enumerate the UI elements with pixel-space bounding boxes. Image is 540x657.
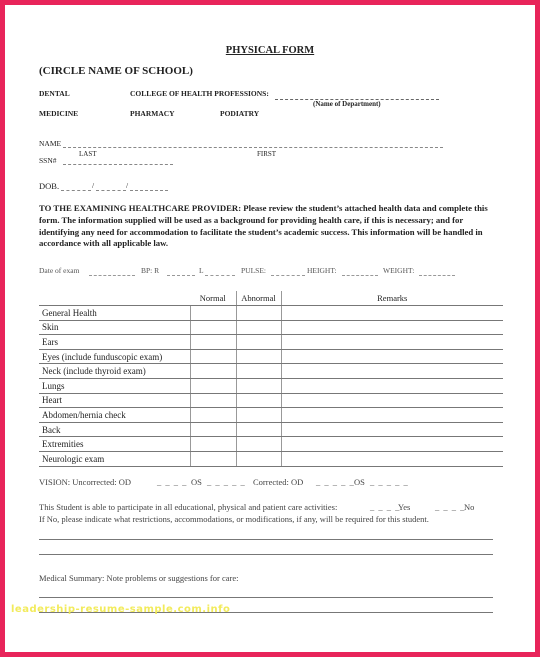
vision-corrected-label: Corrected: OD: [253, 477, 304, 487]
watermark: leadership-resume-sample.com.info: [11, 604, 231, 615]
abnormal-cell[interactable]: [236, 378, 281, 393]
physical-form-page: [5, 5, 535, 652]
abnormal-cell[interactable]: [236, 422, 281, 437]
participation-yes-field[interactable]: _ _ _ _: [370, 502, 401, 512]
dob-month-field[interactable]: [61, 190, 91, 191]
vision-uncorrected-od-field[interactable]: _ _ _ _: [157, 477, 188, 487]
restrictions-line[interactable]: [39, 539, 493, 540]
date-of-exam-label: Date of exam: [39, 266, 80, 275]
vision-corrected-od-field[interactable]: _ _ _ _ _: [316, 477, 355, 487]
participation-yes-label: Yes: [398, 502, 411, 512]
dob-year-field[interactable]: [130, 190, 168, 191]
table-row: [39, 422, 503, 437]
normal-cell[interactable]: [190, 349, 236, 364]
date-of-exam-field[interactable]: [89, 275, 135, 276]
vision-label: VISION: Uncorrected: OD: [39, 477, 132, 487]
table-row: [39, 364, 503, 379]
circle-school-heading: (CIRCLE NAME OF SCHOOL): [39, 65, 193, 77]
weight-label: WEIGHT:: [383, 266, 415, 275]
participation-no-label: No: [464, 502, 475, 512]
abnormal-cell[interactable]: [236, 349, 281, 364]
name-field[interactable]: [63, 147, 443, 148]
normal-cell[interactable]: [190, 306, 236, 321]
pulse-label: PULSE:: [241, 266, 267, 275]
row-label: Lungs: [39, 378, 190, 393]
header-normal: Normal: [190, 291, 236, 306]
normal-cell[interactable]: [190, 422, 236, 437]
participation-statement: This Student is able to participate in all educational, physical and patient care activities:: [39, 502, 338, 512]
normal-cell[interactable]: [190, 320, 236, 335]
ssn-label: SSN#: [39, 156, 57, 165]
remarks-cell[interactable]: [281, 422, 503, 437]
row-label: Heart: [39, 393, 190, 408]
height-label: HEIGHT:: [307, 266, 337, 275]
bp-right-field[interactable]: [167, 275, 195, 276]
row-label: Ears: [39, 335, 190, 350]
participation-no-field[interactable]: _ _ _ _: [435, 502, 466, 512]
abnormal-cell[interactable]: [236, 393, 281, 408]
table-row: [39, 451, 503, 466]
department-caption: (Name of Department): [313, 100, 381, 108]
table-row: [39, 320, 503, 335]
remarks-cell[interactable]: [281, 408, 503, 423]
restrictions-instruction: If No, please indicate what restrictions, accommodations, or modifications, if any, will be required for this student.: [39, 514, 429, 524]
school-option-dental[interactable]: DENTAL: [39, 89, 70, 98]
restrictions-line[interactable]: [39, 554, 493, 555]
abnormal-cell[interactable]: [236, 437, 281, 452]
last-caption: LAST: [79, 150, 97, 158]
bp-left-field[interactable]: [205, 275, 235, 276]
vision-uncorrected-os-field[interactable]: _ _ _ _ _: [207, 477, 246, 487]
row-label: Neurologic exam: [39, 451, 190, 466]
normal-cell[interactable]: [190, 364, 236, 379]
vision-os-label: OS: [191, 477, 202, 487]
summary-line[interactable]: [39, 597, 493, 598]
normal-cell[interactable]: [190, 378, 236, 393]
abnormal-cell[interactable]: [236, 306, 281, 321]
bp-left-label: L: [199, 266, 204, 275]
name-label: NAME: [39, 139, 62, 148]
normal-cell[interactable]: [190, 335, 236, 350]
instructions-paragraph: TO THE EXAMINING HEALTHCARE PROVIDER: Please review the student’s attached health data and complete this form. The information supplied will be used as a background for providing health care, if this is necessary; and for identifying any need for accommodation to facilitate the student’s academic success. This information will be handled in accordance with all applicable law.: [39, 203, 488, 249]
abnormal-cell[interactable]: [236, 335, 281, 350]
table-row: [39, 349, 503, 364]
row-label: Eyes (include funduscopic exam): [39, 349, 190, 364]
remarks-cell[interactable]: [281, 364, 503, 379]
school-option-podiatry[interactable]: PODIATRY: [220, 109, 260, 118]
remarks-cell[interactable]: [281, 349, 503, 364]
remarks-cell[interactable]: [281, 378, 503, 393]
table-row: [39, 378, 503, 393]
remarks-cell[interactable]: [281, 320, 503, 335]
vision-os-label: OS: [354, 477, 365, 487]
abnormal-cell[interactable]: [236, 320, 281, 335]
remarks-cell[interactable]: [281, 335, 503, 350]
weight-field[interactable]: [419, 275, 455, 276]
dob-separator: /: [126, 181, 129, 190]
dob-label: DOB.: [39, 181, 60, 191]
vision-corrected-os-field[interactable]: _ _ _ _ _: [370, 477, 409, 487]
normal-cell[interactable]: [190, 393, 236, 408]
remarks-cell[interactable]: [281, 451, 503, 466]
row-label: General Health: [39, 306, 190, 321]
row-label: Skin: [39, 320, 190, 335]
normal-cell[interactable]: [190, 437, 236, 452]
row-label: Extremities: [39, 437, 190, 452]
normal-cell[interactable]: [190, 408, 236, 423]
abnormal-cell[interactable]: [236, 408, 281, 423]
table-row: [39, 393, 503, 408]
remarks-cell[interactable]: [281, 306, 503, 321]
ssn-field[interactable]: [63, 164, 173, 165]
row-label: Abdomen/hernia check: [39, 408, 190, 423]
table-row: [39, 408, 503, 423]
pulse-field[interactable]: [271, 275, 305, 276]
table-row: [39, 335, 503, 350]
abnormal-cell[interactable]: [236, 451, 281, 466]
first-caption: FIRST: [257, 150, 277, 158]
row-label: Neck (include thyroid exam): [39, 364, 190, 379]
normal-cell[interactable]: [190, 451, 236, 466]
bp-right-label: BP: R: [141, 266, 160, 275]
header-remarks: Remarks: [281, 291, 503, 306]
school-option-pharmacy[interactable]: PHARMACY: [130, 109, 175, 118]
abnormal-cell[interactable]: [236, 364, 281, 379]
exam-table-header: [39, 291, 503, 306]
medical-summary-label: Medical Summary: Note problems or suggestions for care:: [39, 573, 239, 583]
header-system: [39, 291, 190, 306]
remarks-cell[interactable]: [281, 393, 503, 408]
table-row: [39, 306, 503, 321]
remarks-cell[interactable]: [281, 437, 503, 452]
school-option-medicine[interactable]: MEDICINE: [39, 109, 79, 118]
dob-separator: /: [92, 181, 95, 190]
exam-table: [39, 291, 503, 467]
table-row: [39, 437, 503, 452]
header-abnormal: Abnormal: [236, 291, 281, 306]
dob-day-field[interactable]: [96, 190, 126, 191]
row-label: Back: [39, 422, 190, 437]
school-option-health-professions[interactable]: COLLEGE OF HEALTH PROFESSIONS:: [130, 89, 269, 98]
height-field[interactable]: [342, 275, 378, 276]
form-title: PHYSICAL FORM: [225, 45, 315, 56]
